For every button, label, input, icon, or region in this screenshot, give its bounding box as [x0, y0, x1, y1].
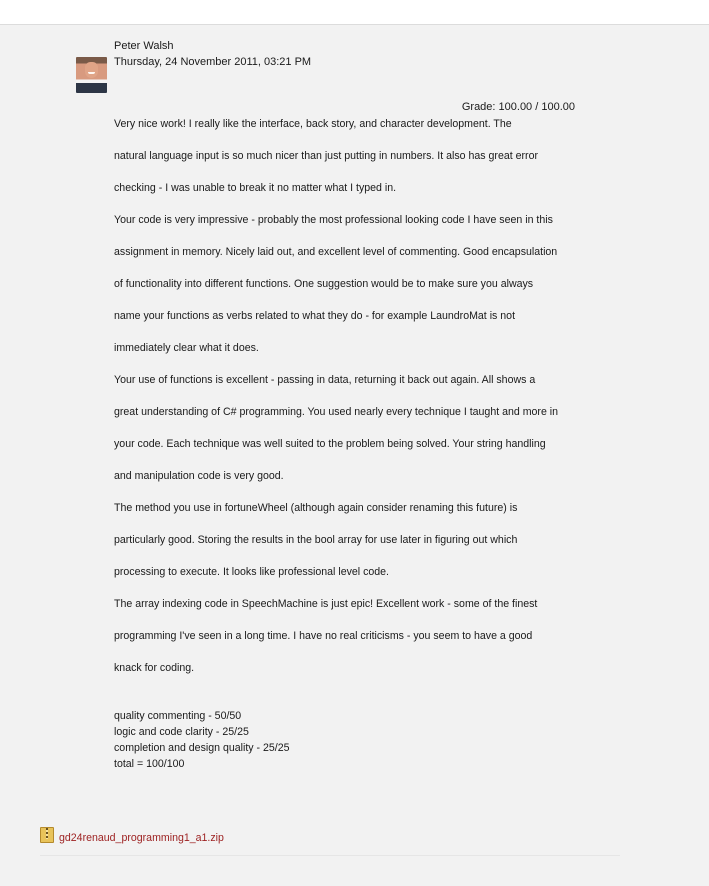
feedback-comment [114, 118, 594, 694]
avatar-smile [88, 72, 95, 74]
feedback-line: particularly good. Storing the results in the bool array for use later in figuring out which [114, 534, 518, 546]
submission-date: Thursday, 24 November 2011, 03:21 PM [114, 56, 312, 68]
feedback-line: programming I've seen in a long time. I have no real criticisms - you seem to have a good [114, 630, 533, 642]
attachment-link[interactable]: gd24renaud_programming1_a1.zip [59, 831, 224, 844]
avatar[interactable] [76, 57, 107, 93]
feedback-line: and manipulation code is very good. [114, 470, 284, 482]
feedback-line: of functionality into different functions. One suggestion would be to make sure you always [114, 278, 534, 290]
feedback-line: Your use of functions is excellent - passing in data, returning it back out again. All shows a [114, 374, 536, 386]
feedback-line: checking - I was unable to break it no matter what I typed in. [114, 182, 397, 194]
feedback-line: Your code is very impressive - probably the most professional looking code I have seen in this [114, 214, 553, 226]
bottom-divider [40, 855, 620, 856]
top-bar [0, 0, 709, 25]
feedback-line: name your functions as verbs related to what they do - for example LaundroMat is not [114, 310, 516, 322]
attachment[interactable] [40, 826, 224, 844]
feedback-line: The method you use in fortuneWheel (although again consider renaming this future) is [114, 502, 518, 514]
author-name[interactable]: Peter Walsh [114, 40, 174, 52]
avatar-face [85, 62, 98, 78]
zip-file-icon[interactable] [40, 827, 54, 843]
score-line-completion: completion and design quality - 25/25 [114, 742, 290, 754]
feedback-line: immediately clear what it does. [114, 342, 259, 354]
feedback-line: great understanding of C# programming. You used nearly every technique I taught and more in [114, 406, 559, 418]
score-line-clarity: logic and code clarity - 25/25 [114, 726, 249, 738]
feedback-line: processing to execute. It looks like professional level code. [114, 566, 389, 578]
score-breakdown [114, 710, 414, 774]
feedback-line: The array indexing code in SpeechMachine is just epic! Excellent work - some of the finest [114, 598, 538, 610]
grade-label: Grade: 100.00 / 100.00 [461, 101, 575, 113]
feedback-line: Very nice work! I really like the interface, back story, and character development. The [114, 118, 512, 130]
feedback-line: knack for coding. [114, 662, 195, 674]
feedback-line: assignment in memory. Nicely laid out, and excellent level of commenting. Good encapsulation [114, 246, 558, 258]
feedback-line: natural language input is so much nicer than just putting in numbers. It also has great error [114, 150, 538, 162]
feedback-line: your code. Each technique was well suited to the problem being solved. Your string handling [114, 438, 546, 450]
score-line-total: total = 100/100 [114, 758, 185, 770]
score-line-commenting: quality commenting - 50/50 [114, 710, 242, 722]
